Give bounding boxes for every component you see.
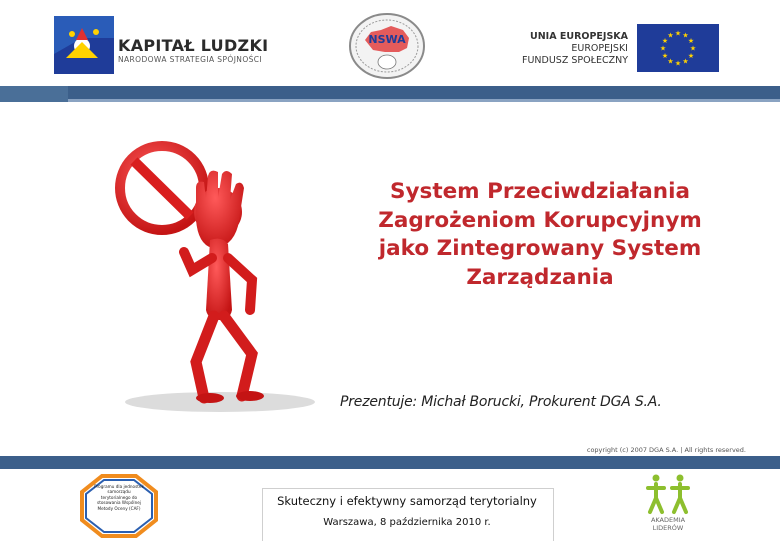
eu-star: ★: [689, 44, 697, 53]
presenter-text: Prezentuje: Michał Borucki, Prokurent DGA S.A.: [340, 394, 662, 410]
stop-corruption-figure: [100, 140, 340, 415]
slide-title: [330, 178, 750, 292]
kapital-ludzki-subtitle: NARODOWA STRATEGIA SPÓJNOŚCI: [118, 55, 263, 64]
seal-text: NSWA: [368, 33, 406, 46]
slide-title-line-4: Zarządzania: [466, 264, 614, 290]
nswa-seal-logo: [347, 12, 427, 80]
footer-event-title: Skuteczny i efektywny samorząd terytorialny: [277, 494, 537, 508]
copyright-text: copyright (c) 2007 DGA S.A. | All rights reserved.: [586, 446, 746, 454]
eu-star: ★: [682, 31, 689, 40]
eu-flag-icon: [637, 24, 719, 72]
slide-title-line-3: jako Zintegrowany System: [378, 236, 702, 261]
kapital-ludzki-emblem-icon: [52, 14, 118, 76]
eu-star: ★: [659, 44, 667, 53]
liderow-label: LIDERÓW: [652, 524, 684, 532]
slide-title-line-2: Zagrożeniom Korupcyjnym: [378, 207, 702, 233]
footer-event-date: Warszawa, 8 października 2010 r.: [323, 517, 491, 528]
eu-star: ★: [674, 29, 682, 38]
eu-star: ★: [667, 57, 674, 66]
eu-star: ★: [661, 37, 669, 45]
akademia-liderow-logo: [640, 472, 696, 516]
eu-star: ★: [687, 52, 695, 60]
footer-divider-bar: [0, 456, 780, 469]
slide-title-line-1: System Przeciwdziałania: [390, 179, 690, 204]
eu-title: UNIA EUROPEJSKA: [530, 31, 628, 42]
eu-star: ★: [682, 57, 689, 66]
akademia-people-icon: [640, 472, 696, 516]
stop-figure-icon: [100, 140, 340, 415]
caf-program-text: Programu dla jednostek samorządu terytorialnego do stosowania Wspólnej Metody Oceny (CAF): [94, 484, 144, 511]
eu-star: ★: [667, 31, 674, 40]
seal-icon: [347, 12, 427, 80]
eu-subtitle-2: FUNDUSZ SPOŁECZNY: [522, 55, 628, 66]
akademia-label: AKADEMIA: [650, 516, 686, 524]
header-divider-highlight: [0, 99, 780, 102]
kapital-ludzki-title: KAPITAŁ LUDZKI: [118, 36, 269, 55]
eu-star: ★: [674, 59, 682, 68]
eu-star: ★: [661, 52, 669, 60]
eu-star: ★: [687, 37, 695, 45]
header-divider-accent: [0, 86, 68, 102]
eu-subtitle-1: EUROPEJSKI: [571, 43, 628, 54]
